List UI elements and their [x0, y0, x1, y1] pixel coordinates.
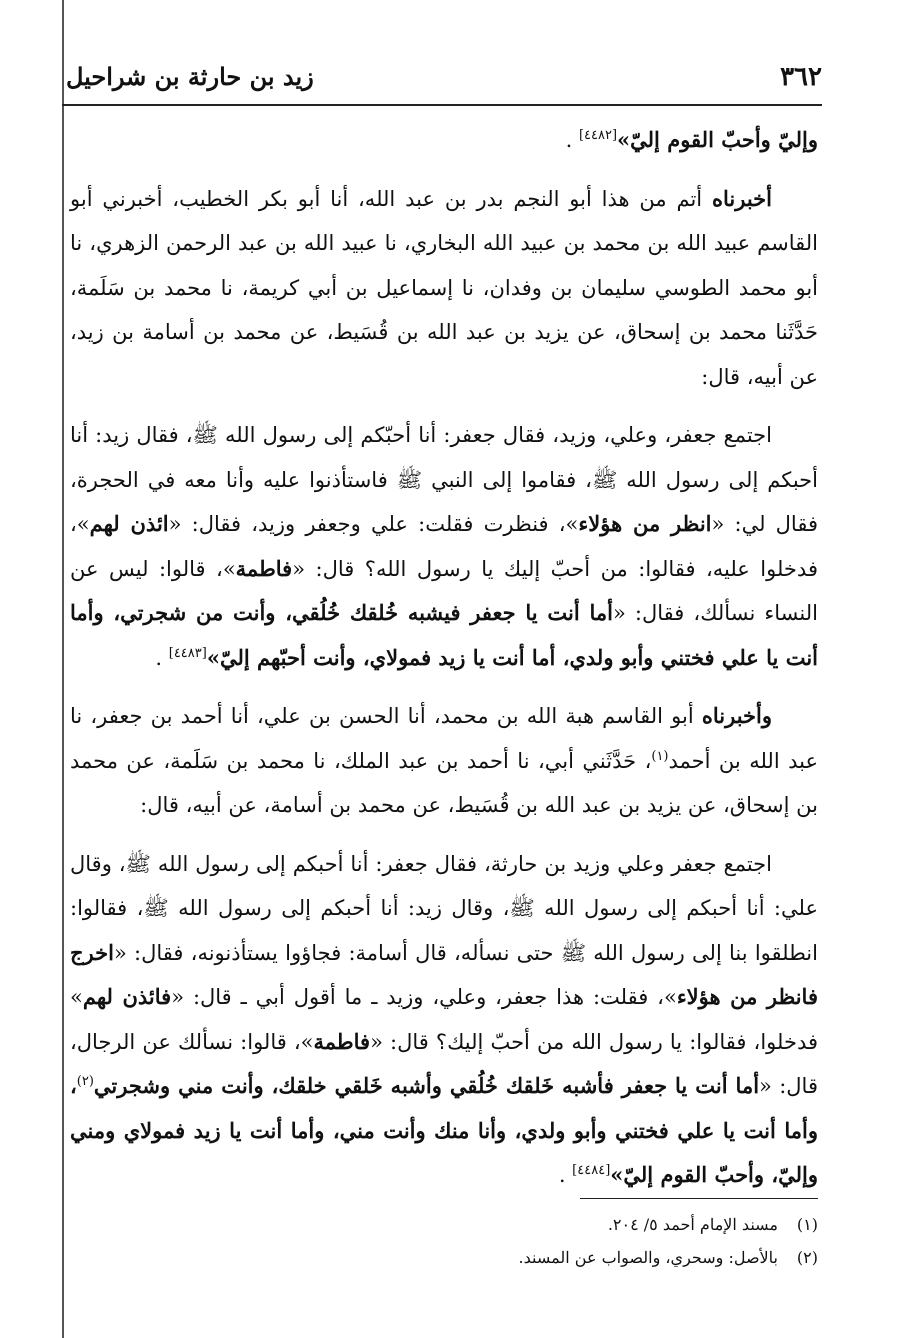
text-run: .	[558, 1163, 573, 1187]
paragraph	[70, 413, 818, 680]
reference-mark: (٢)	[76, 1074, 94, 1089]
running-header	[62, 60, 822, 100]
paragraph	[70, 177, 818, 400]
bold-text: فائذن لهم	[82, 984, 172, 1009]
footnote	[70, 1208, 818, 1241]
text-run: أبو القاسم هبة الله بن محمد، أنا الحسن بن علي، أنا أحمد بن جعفر، نا عبد الله بن أحمد	[70, 704, 819, 773]
paragraph	[70, 694, 818, 828]
bold-text: اخرج فانظر من هؤلاء	[70, 939, 818, 1009]
text-run: »، فدخلوا عليه، فقالوا: من أحبّ إليك يا رسول الله؟ قال: «	[70, 512, 818, 581]
reference-mark: (١)	[651, 748, 669, 764]
reference-mark: [٤٤٨٣]	[168, 645, 207, 661]
bold-text: فاطمة	[313, 1028, 371, 1054]
bold-text: ائذن لهم	[89, 511, 169, 536]
text-run: .	[155, 645, 169, 670]
footnote-number: (٢)	[796, 1248, 818, 1267]
footnote-text: بالأصل: وسحري، والصواب عن المسند.	[518, 1248, 778, 1267]
header-rule	[62, 104, 822, 106]
text-run: »، فقلت: هذا جعفر، وعلي، وزيد ـ ما أقول أبي ـ قال: «	[171, 985, 677, 1009]
footnote	[70, 1241, 818, 1274]
text-run: »، فنظرت فقلت: علي وجعفر وزيد، فقال: «	[168, 512, 579, 536]
footnotes	[70, 1208, 818, 1274]
bold-text: أخبرناه	[712, 185, 772, 211]
reference-mark: [٤٤٨٤]	[572, 1163, 611, 1178]
running-title: زيد بن حارثة بن شراحيل	[66, 62, 314, 91]
footnote-number: (١)	[796, 1215, 818, 1234]
text-run: اجتمع جعفر وعلي وزيد بن حارثة، فقال جعفر: أنا أحبكم إلى رسول الله ﷺ، وقال علي: أنا أحبكم إلى رسول الله ﷺ، وقال زيد: أنا أحبكم إلى رسول الله ﷺ، فقالوا: انطلقوا بنا إلى رسول الله ﷺ حتى نسأله، قال أسامة: فجاؤوا يستأذنونه، فقال: «	[70, 851, 818, 965]
text-run: أتم من هذا أبو النجم بدر بن عبد الله، أنا أبو بكر الخطيب، أخبرني أبو القاسم عبيد الله بن محمد بن عبيد الله البخاري، نا عبيد الله بن عبد الرحمن الزهري، نا أبو محمد الطوسي سليمان بن وفدان، نا إسماعيل بن أبي كريمة، نا محمد بن سَلَمة، حَدَّثَنا محمد بن إسحاق، عن يزيد بن عبد الله بن قُسَيط، عن محمد بن أسامة بن زيد، عن أبيه، قال:	[70, 186, 818, 389]
text-run: ، حَدَّثَني أبي، نا أحمد بن عبد الملك، نا محمد بن سَلَمة، عن محمد بن إسحاق، عن يزيد بن عبد الله بن قُسَيط، عن محمد بن أسامة، عن أبيه، قال:	[70, 748, 818, 817]
page-number: ٣٦٢	[780, 62, 822, 92]
text-run: .	[565, 128, 579, 152]
text-run: »، قالوا: ليس عن النساء نسألك، فقال: «	[70, 556, 818, 625]
bold-text: ، وأما أنت يا علي فختني وأبو ولدي، وأنا منك وأنت مني، وأما أنت يا زيد فمولاي ومني وإليّ، وأحبّ القوم إليّ»	[70, 1073, 818, 1187]
footnote-text: مسند الإمام أحمد ٥/ ٢٠٤.	[607, 1215, 778, 1234]
bold-text: وإليّ وأحبّ القوم إليّ»	[617, 127, 818, 152]
bold-text: انظر من هؤلاء	[578, 511, 712, 536]
main-text	[70, 118, 818, 1212]
text-run: اجتمع جعفر، وعلي، وزيد، فقال جعفر: أنا أحبّكم إلى رسول الله ﷺ، فقال زيد: أنا أحبكم إلى رسول الله ﷺ، فقاموا إلى النبي ﷺ فاستأذنوا عليه وأنا معه في الحجرة، فقال لي: «	[70, 423, 818, 536]
bold-text: أما أنت يا جعفر فأشبه خَلقك خُلُقي وأشبه خَلقي خلقك، وأنت مني وشجرتي	[93, 1073, 760, 1098]
reference-mark: [٤٤٨٢]	[578, 128, 618, 143]
bold-text: وأخبرناه	[701, 703, 772, 728]
margin-line	[62, 0, 64, 1338]
bold-text: أما أنت يا جعفر فيشبه خُلقك خُلُقي، وأنت من شجرتي، وأما أنت يا علي فختني وأبو ولدي، أما أنت يا زيد فمولاي، وأنت أحبّهم إليّ»	[70, 600, 818, 670]
bold-text: فاطمة	[235, 555, 293, 581]
paragraph	[70, 842, 818, 1198]
paragraph	[70, 118, 818, 163]
text-run: »، قالوا: نسألك عن الرجال، قال: «	[70, 1029, 818, 1098]
text-run: » فدخلوا، فقالوا: يا رسول الله من أحبّ إليك؟ قال: «	[70, 985, 819, 1054]
footnote-rule	[580, 1198, 818, 1199]
